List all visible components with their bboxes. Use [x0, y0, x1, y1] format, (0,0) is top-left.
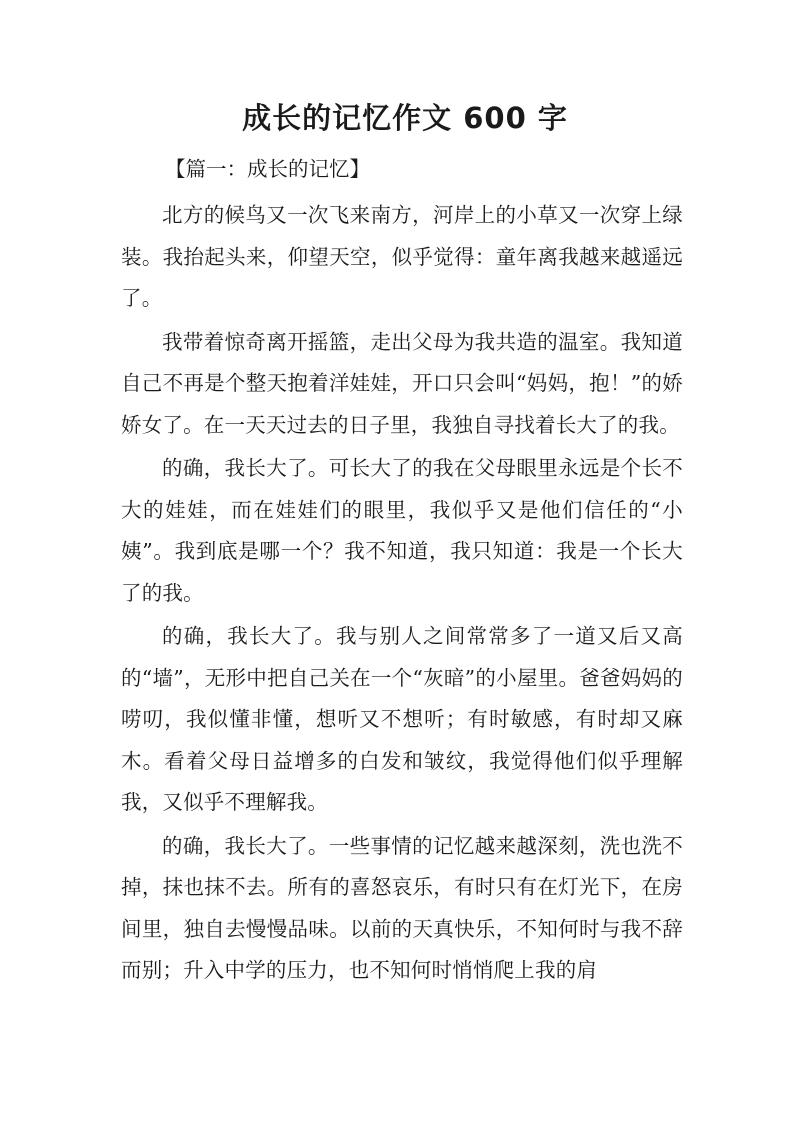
- section-label: 【篇一：成长的记忆】: [165, 157, 370, 181]
- paragraph-5: 的确，我长大了。一些事情的记忆越来越深刻，洗也洗不掉，抹也抹不去。所有的喜怒哀乐，有时只有在灯光下，在房间里，独自去慢慢品味。以前的天真快乐，不知何时与我不辞而别；升入中学的压力，也不知何时悄悄爬上我的肩: [121, 833, 683, 982]
- paragraph-2: 我带着惊奇离开摇篮，走出父母为我共造的温室。我知道自己不再是个整天抱着洋娃娃，开口只会叫“妈妈，抱！”的娇娇女了。在一天天过去的日子里，我独自寻找着长大了的我。: [121, 329, 683, 437]
- document-title: 成长的记忆作文 600 字: [242, 101, 568, 135]
- paragraph-3: 的确，我长大了。可长大了的我在父母眼里永远是个长不大的娃娃，而在娃娃们的眼里，我似乎又是他们信任的“小姨”。我到底是哪一个？我不知道，我只知道：我是一个长大了的我。: [121, 456, 683, 605]
- paragraph-4: 的确，我长大了。我与别人之间常常多了一道又后又高的“墙”，无形中把自己关在一个“灰暗”的小屋里。爸爸妈妈的唠叨，我似懂非懂，想听又不想听；有时敏感，有时却又麻木。看着父母日益增多的白发和皱纹，我觉得他们似乎理解我，又似乎不理解我。: [121, 624, 683, 814]
- paragraph-1: 北方的候鸟又一次飞来南方，河岸上的小草又一次穿上绿装。我抬起头来，仰望天空，似乎觉得：童年离我越来越遥远了。: [121, 203, 683, 310]
